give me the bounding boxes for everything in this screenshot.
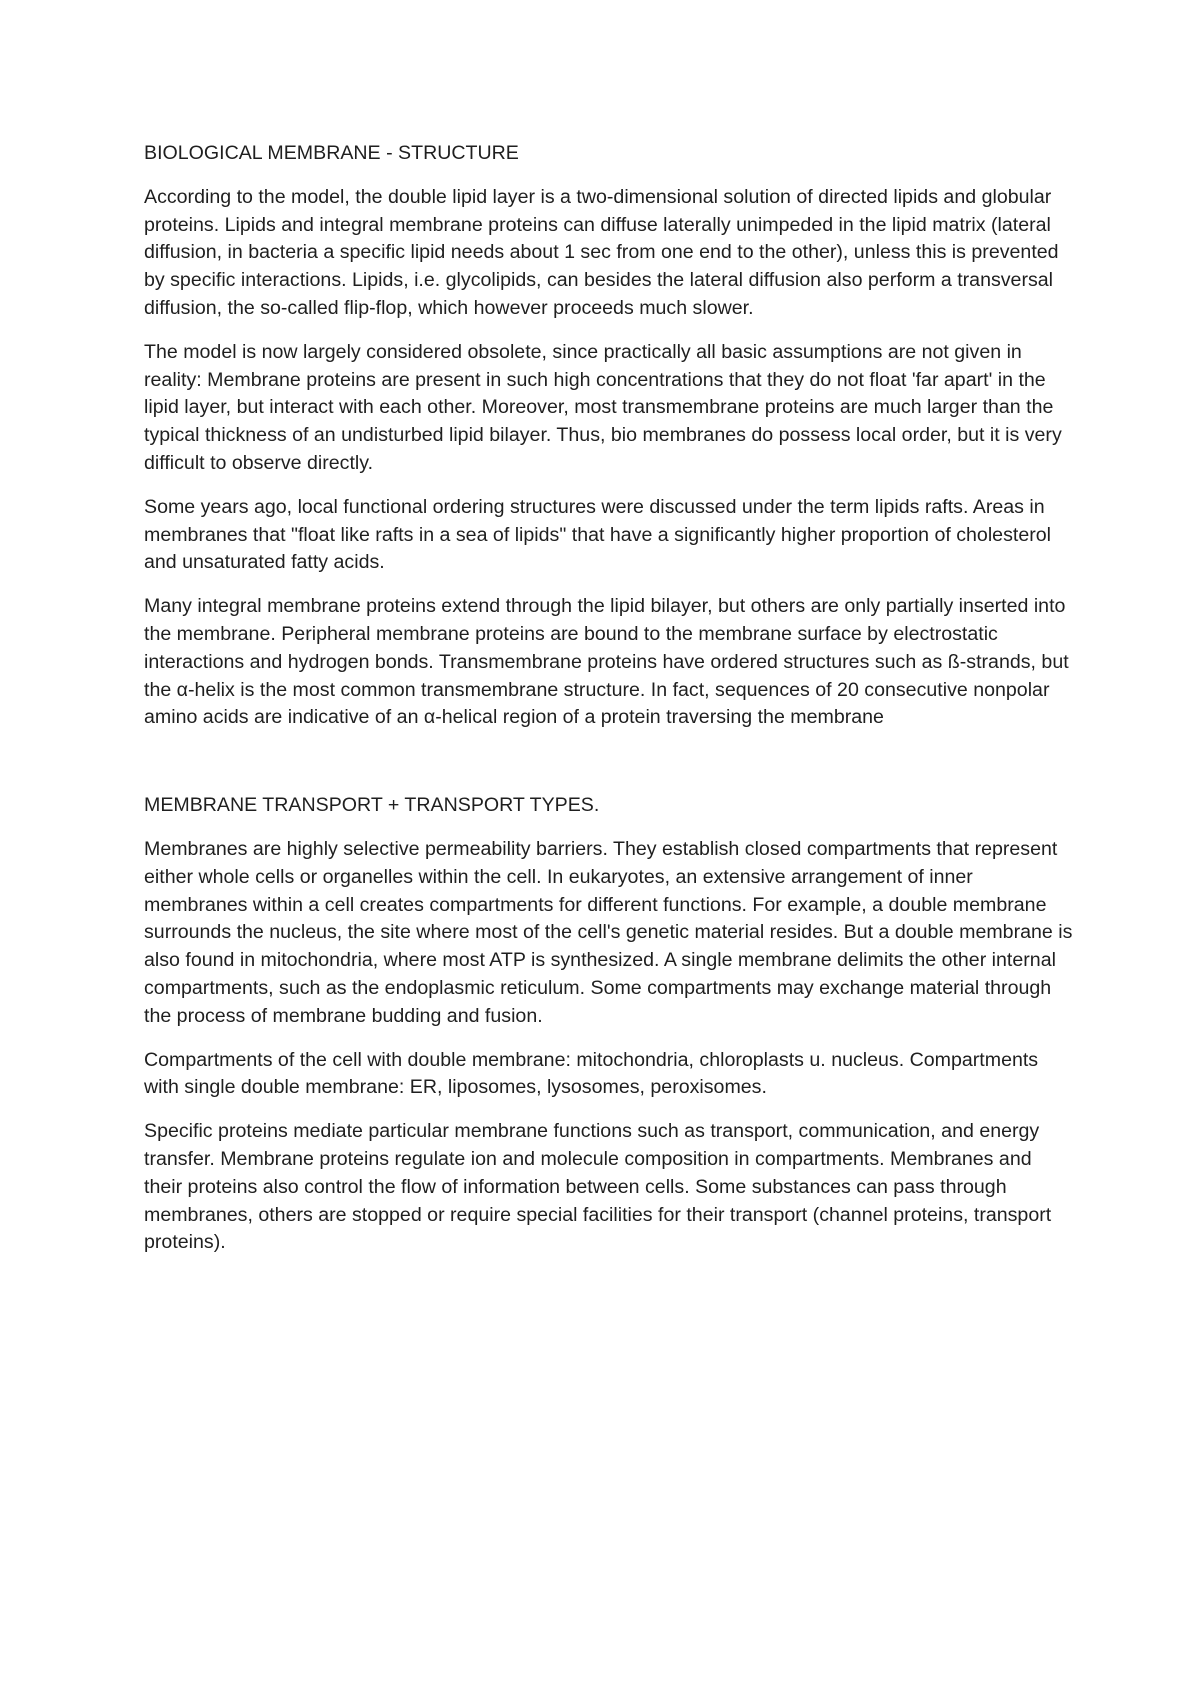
paragraph: According to the model, the double lipid layer is a two-dimensional solution of directed lipids and globular proteins. Lipids and integral membrane proteins can diffuse laterally unimpeded in the lipid matrix (lateral diffusion, in bacteria a specific lipid needs about 1 sec from one end to the other), unless this is prevented by specific interactions. Lipids, i.e. glycolipids, can besides the lateral diffusion also perform a transversal diffusion, the so-called flip-flop, which however proceeds much slower. xyxy=(144,185,1059,319)
paragraph: Specific proteins mediate particular membrane functions such as transport, communication, and energy transfer. Membrane proteins regulate ion and molecule composition in compartments. Membranes and their proteins also control the flow of information between cells. Some substances can pass through membranes, others are stopped or require special facilities for their transport (channel proteins, transport proteins). xyxy=(144,1120,1052,1254)
paragraph: Compartments of the cell with double membrane: mitochondria, chloroplasts u. nucleus. Compartments with single double membrane: ER, liposomes, lysosomes, peroxisomes. xyxy=(144,1048,1039,1099)
paragraph: The model is now largely considered obsolete, since practically all basic assumptions are not given in reality: Membrane proteins are present in such high concentrations that they do not float 'far apart' in the lipid layer, but interact with each other. Moreover, most transmembrane proteins are much larger than the typical thickness of an undisturbed lipid bilayer. Thus, bio membranes do possess local order, but it is very difficult to observe directly. xyxy=(144,340,1062,474)
paragraph: Many integral membrane proteins extend through the lipid bilayer, but others are only partially inserted into the membrane. Peripheral membrane proteins are bound to the membrane surface by electrostatic interactions and hydrogen bonds. Transmembrane proteins have ordered structures such as ß-strands, but the α-helix is the most common transmembrane structure. In fact, sequences of 20 consecutive nonpolar amino acids are indicative of an α-helical region of a protein traversing the membrane xyxy=(144,595,1069,729)
paragraph: Some years ago, local functional ordering structures were discussed under the term lipids rafts. Areas in membranes that "float like rafts in a sea of lipids" that have a significantly higher proportion of cholesterol and unsaturated fatty acids. xyxy=(144,495,1051,574)
section-heading: MEMBRANE TRANSPORT + TRANSPORT TYPES. xyxy=(144,794,600,817)
section-spacer xyxy=(144,748,1074,792)
section-heading: BIOLOGICAL MEMBRANE - STRUCTURE xyxy=(144,142,519,164)
section-membrane-transport xyxy=(144,792,1074,1257)
section-membrane-structure xyxy=(144,140,1074,732)
paragraph: Membranes are highly selective permeability barriers. They establish closed compartments that represent either whole cells or organelles within the cell. In eukaryotes, an extensive arrangement of inner membranes within a cell creates compartments for different functions. For example, a double membrane surrounds the nucleus, the site where most of the cell's genetic material resides. But a double membrane is also found in mitochondria, where most ATP is synthesized. A single membrane delimits the other internal compartments, such as the endoplasmic reticulum. Some compartments may exchange material through the process of membrane budding and fusion. xyxy=(144,837,1073,1027)
document-body xyxy=(144,140,1074,1273)
